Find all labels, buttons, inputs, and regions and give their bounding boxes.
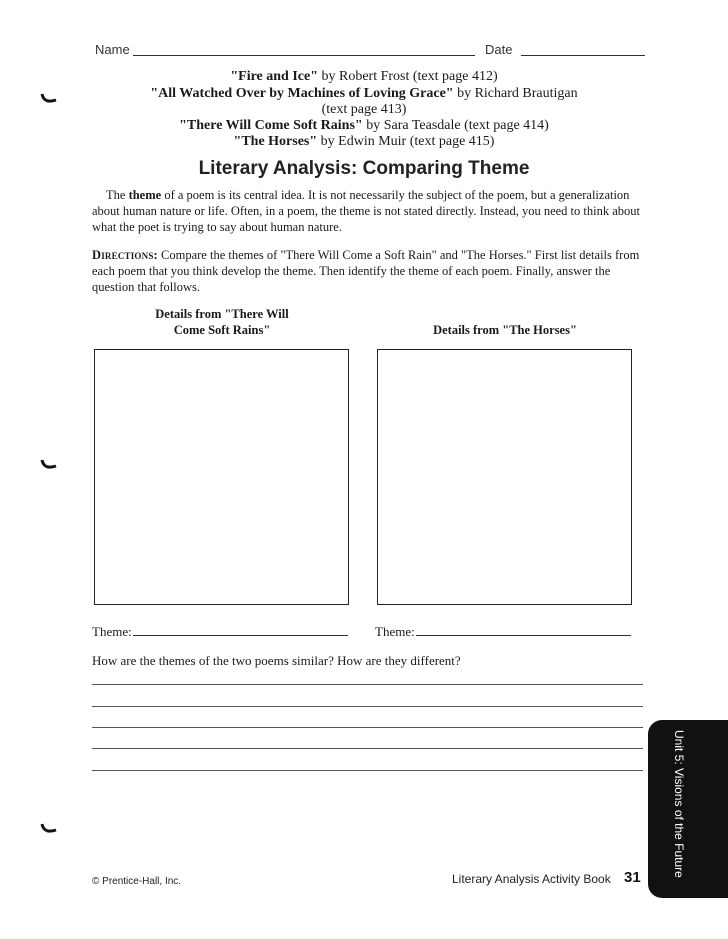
binder-hole-mark-3 bbox=[40, 822, 58, 836]
intro-paragraph: The theme of a poem is its central idea. It is not necessarily the subject of the poem, but a generalization about human nature or life. Often, in a poem, the theme is not stated directly. Instead, you need to think about what the poet is trying to say about human nature. bbox=[92, 188, 640, 234]
left-theme-line[interactable] bbox=[133, 635, 348, 636]
citation-machines-of-loving-grace: "All Watched Over by Machines of Loving Grace" by Richard Brautigan bbox=[150, 86, 578, 101]
soft-rains-details-box[interactable] bbox=[94, 349, 349, 605]
answer-line-3[interactable] bbox=[92, 727, 643, 728]
page-number: 31 bbox=[624, 869, 641, 886]
citation-soft-rains: "There Will Come Soft Rains" by Sara Teasdale (text page 414) bbox=[179, 118, 549, 133]
answer-line-2[interactable] bbox=[92, 706, 643, 707]
citation-fire-and-ice: "Fire and Ice" by Robert Frost (text page 412) bbox=[230, 69, 498, 84]
binder-hole-mark-2 bbox=[40, 458, 58, 472]
directions-paragraph: Directions: Compare the themes of "There Will Come a Soft Rain" and "The Horses." First list details from each poem that you think develop the theme. Then identify the theme of each poem. Finally, answer the question that follows. bbox=[92, 248, 640, 294]
name-line[interactable] bbox=[133, 55, 475, 56]
horses-details-box[interactable] bbox=[377, 349, 632, 605]
book-title-footer: Literary Analysis Activity Book bbox=[452, 872, 611, 886]
right-box-heading: Details from "The Horses" bbox=[433, 323, 577, 337]
comparison-question: How are the themes of the two poems similar? How are they different? bbox=[92, 653, 461, 668]
copyright-footer: © Prentice-Hall, Inc. bbox=[92, 876, 182, 887]
right-theme-label: Theme: bbox=[375, 624, 415, 639]
left-box-heading: Details from "There Will Come Soft Rains" bbox=[155, 307, 289, 337]
left-theme-label: Theme: bbox=[92, 624, 132, 639]
name-label: Name bbox=[95, 42, 130, 57]
unit-side-tab bbox=[648, 720, 728, 898]
right-theme-line[interactable] bbox=[416, 635, 631, 636]
citation-page-413: (text page 413) bbox=[321, 102, 407, 117]
citation-the-horses: "The Horses" by Edwin Muir (text page 415) bbox=[233, 134, 495, 149]
unit-side-tab-label: Unit 5: Visions of the Future bbox=[672, 730, 686, 878]
date-label: Date bbox=[485, 42, 513, 57]
answer-line-1[interactable] bbox=[92, 684, 643, 685]
date-line[interactable] bbox=[521, 55, 645, 56]
page-title: Literary Analysis: Comparing Theme bbox=[198, 158, 530, 179]
directions-label: Directions: bbox=[92, 248, 158, 262]
answer-line-4[interactable] bbox=[92, 748, 643, 749]
answer-line-5[interactable] bbox=[92, 770, 643, 771]
